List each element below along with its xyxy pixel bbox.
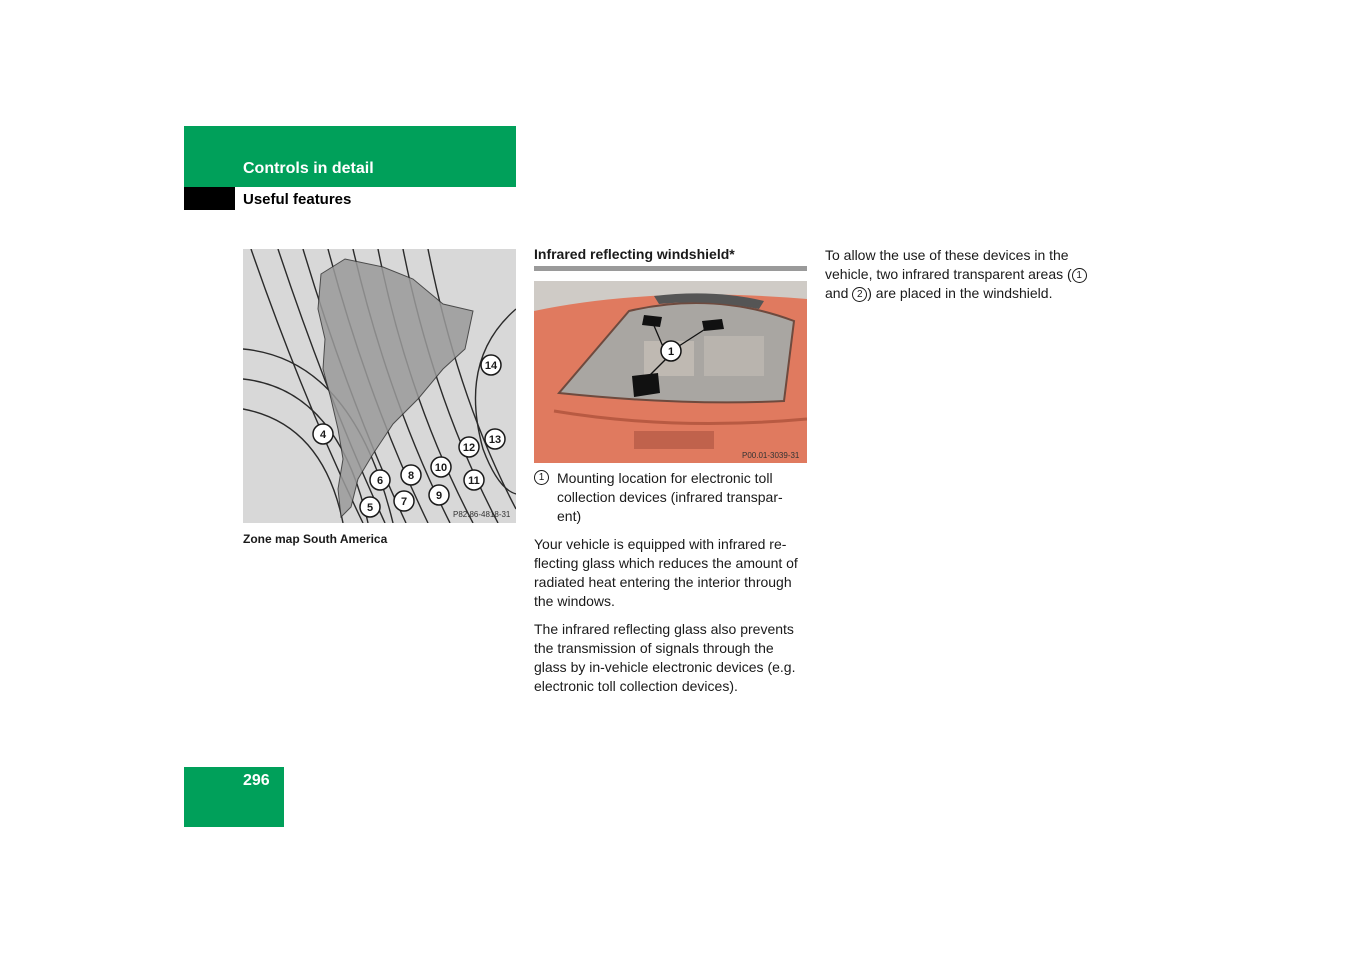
- zone-label-5: 5: [366, 502, 374, 514]
- zone-map-caption: Zone map South America: [243, 532, 388, 546]
- zone-map-image: [243, 249, 516, 523]
- zone-label-8: 8: [407, 470, 415, 482]
- heading-rule: [534, 266, 807, 271]
- zone-label-6: 6: [376, 475, 384, 487]
- subsection-title: Useful features: [243, 191, 352, 208]
- callout-1: [534, 469, 809, 526]
- paragraph-3-part2: ) are placed in the windshield.: [867, 285, 1053, 301]
- section-marker: [184, 187, 235, 210]
- zone-label-14: 14: [484, 360, 498, 372]
- paragraph-1: Your vehicle is equipped with infrared re- flecting glass which reduces the amount of radiated heat entering the interior through the windows.: [534, 536, 798, 609]
- windshield-heading: Infrared reflecting windshield*: [534, 246, 735, 262]
- zone-label-12: 12: [462, 442, 476, 454]
- zone-label-10: 10: [434, 462, 448, 474]
- ref-1: 1: [1072, 268, 1087, 283]
- paragraph-3-part1: To allow the use of these devices in the vehicle, two infrared transparent areas (: [825, 247, 1072, 282]
- zone-label-7: 7: [400, 496, 408, 508]
- callout-number: 1: [534, 470, 549, 485]
- zone-label-13: 13: [488, 434, 502, 446]
- windshield-image: [534, 281, 807, 463]
- zone-map-code: P82.86-4818-31: [453, 510, 511, 519]
- windshield-marker-label: 1: [667, 346, 675, 358]
- windshield-image-code: P00.01-3039-31: [742, 451, 800, 460]
- zone-label-4: 4: [319, 429, 327, 441]
- section-title: Controls in detail: [243, 160, 374, 177]
- zone-label-11: 11: [468, 475, 480, 487]
- paragraph-3-and: and: [825, 285, 853, 301]
- page-number: 296: [243, 772, 270, 789]
- paragraph-2: The infrared reflecting glass also prevents the transmission of signals through the glass by in-vehicle electronic devices (e.g. electronic toll collection devices).: [534, 621, 796, 694]
- callout-text: Mounting location for electronic toll collection devices (infrared transpar- ent): [557, 470, 783, 524]
- ref-2: 2: [852, 287, 867, 302]
- zone-label-9: 9: [435, 490, 443, 502]
- paragraph-3: [825, 246, 1095, 303]
